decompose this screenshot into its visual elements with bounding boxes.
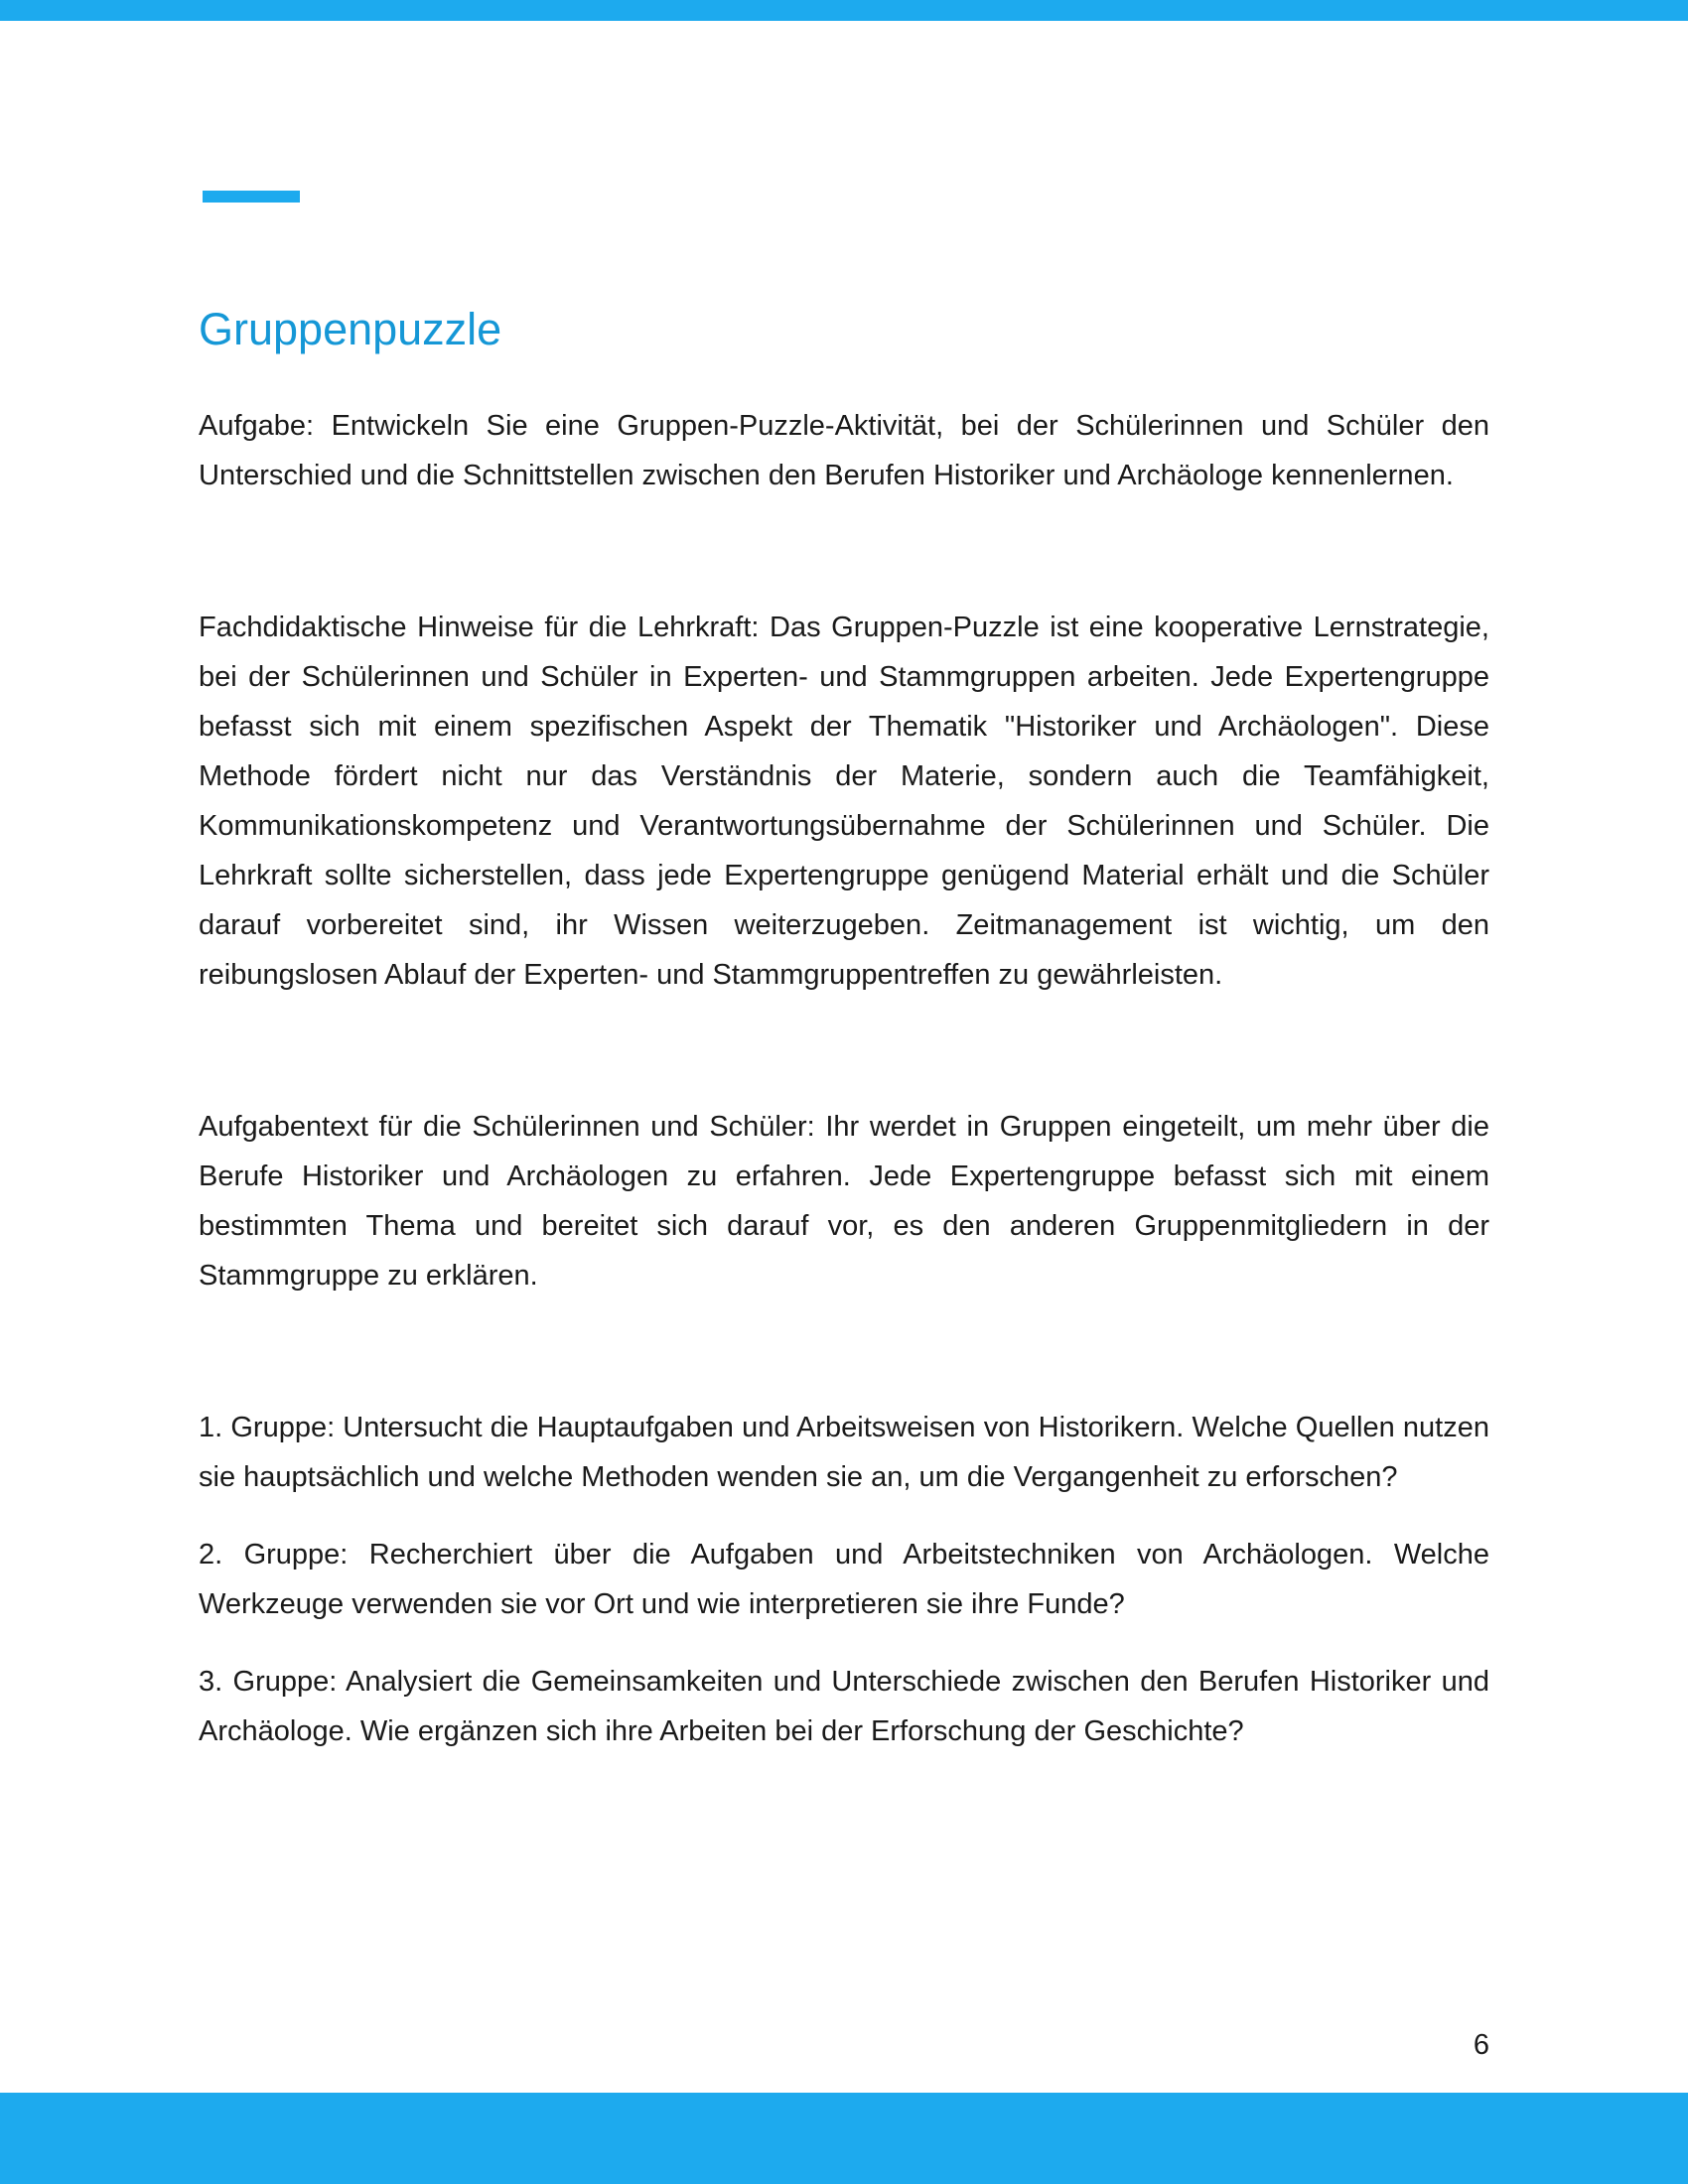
group-item-2: 2. Gruppe: Recherchiert über die Aufgaben und Arbeitstechniken von Archäologen. Welche Werkzeuge verwenden sie vor Ort und wie interpretieren sie ihre Funde? xyxy=(199,1539,1489,1620)
group-item-1: 1. Gruppe: Untersucht die Hauptaufgaben und Arbeitsweisen von Historikern. Welche Quellen nutzen sie hauptsächlich und welche Methoden wenden sie an, um die Vergangenheit zu erforschen? xyxy=(199,1412,1489,1493)
page-number: 6 xyxy=(1473,2029,1489,2061)
group-item-3: 3. Gruppe: Analysiert die Gemeinsamkeiten und Unterschiede zwischen den Berufen Historiker und Archäologe. Wie ergänzen sich ihre Arbeiten bei der Erforschung der Geschichte? xyxy=(199,1666,1489,1747)
student-task-paragraph: Aufgabentext für die Schülerinnen und Schüler: Ihr werdet in Gruppen eingeteilt, um mehr über die Berufe Historiker und Archäologen zu erfahren. Jede Expertengruppe befasst sich mit einem bestimmten Thema und bereitet sich darauf vor, es den anderen Gruppenmitgliedern in der Stammgruppe zu erklären. xyxy=(199,1111,1489,1292)
bottom-accent-bar xyxy=(0,2093,1688,2184)
page-content xyxy=(199,298,1489,1756)
task-paragraph: Aufgabe: Entwickeln Sie eine Gruppen-Puzzle-Aktivität, bei der Schülerinnen und Schüler den Unterschied und die Schnittstellen zwischen den Berufen Historiker und Archäologe kennenlernen. xyxy=(199,410,1489,491)
page-title: Gruppenpuzzle xyxy=(199,304,502,354)
teacher-notes-paragraph: Fachdidaktische Hinweise für die Lehrkraft: Das Gruppen-Puzzle ist eine kooperative Lernstrategie, bei der Schülerinnen und Schüler in Experten- und Stammgruppen arbeiten. Jede Expertengruppe befasst sich mit einem spezifischen Aspekt der Thematik "Historiker und Archäologen". Diese Methode fördert nicht nur das Verständnis der Materie, sondern auch die Teamfähigkeit, Kommunikationskompetenz und Verantwortungsübernahme der Schülerinnen und Schüler. Die Lehrkraft sollte sicherstellen, dass jede Expertengruppe genügend Material erhält und die Schüler darauf vorbereitet sind, ihr Wissen weiterzugeben. Zeitmanagement ist wichtig, um den reibungslosen Ablauf der Experten- und Stammgruppentreffen zu gewährleisten. xyxy=(199,612,1489,991)
top-accent-bar xyxy=(0,0,1688,21)
title-accent-line xyxy=(203,191,300,203)
